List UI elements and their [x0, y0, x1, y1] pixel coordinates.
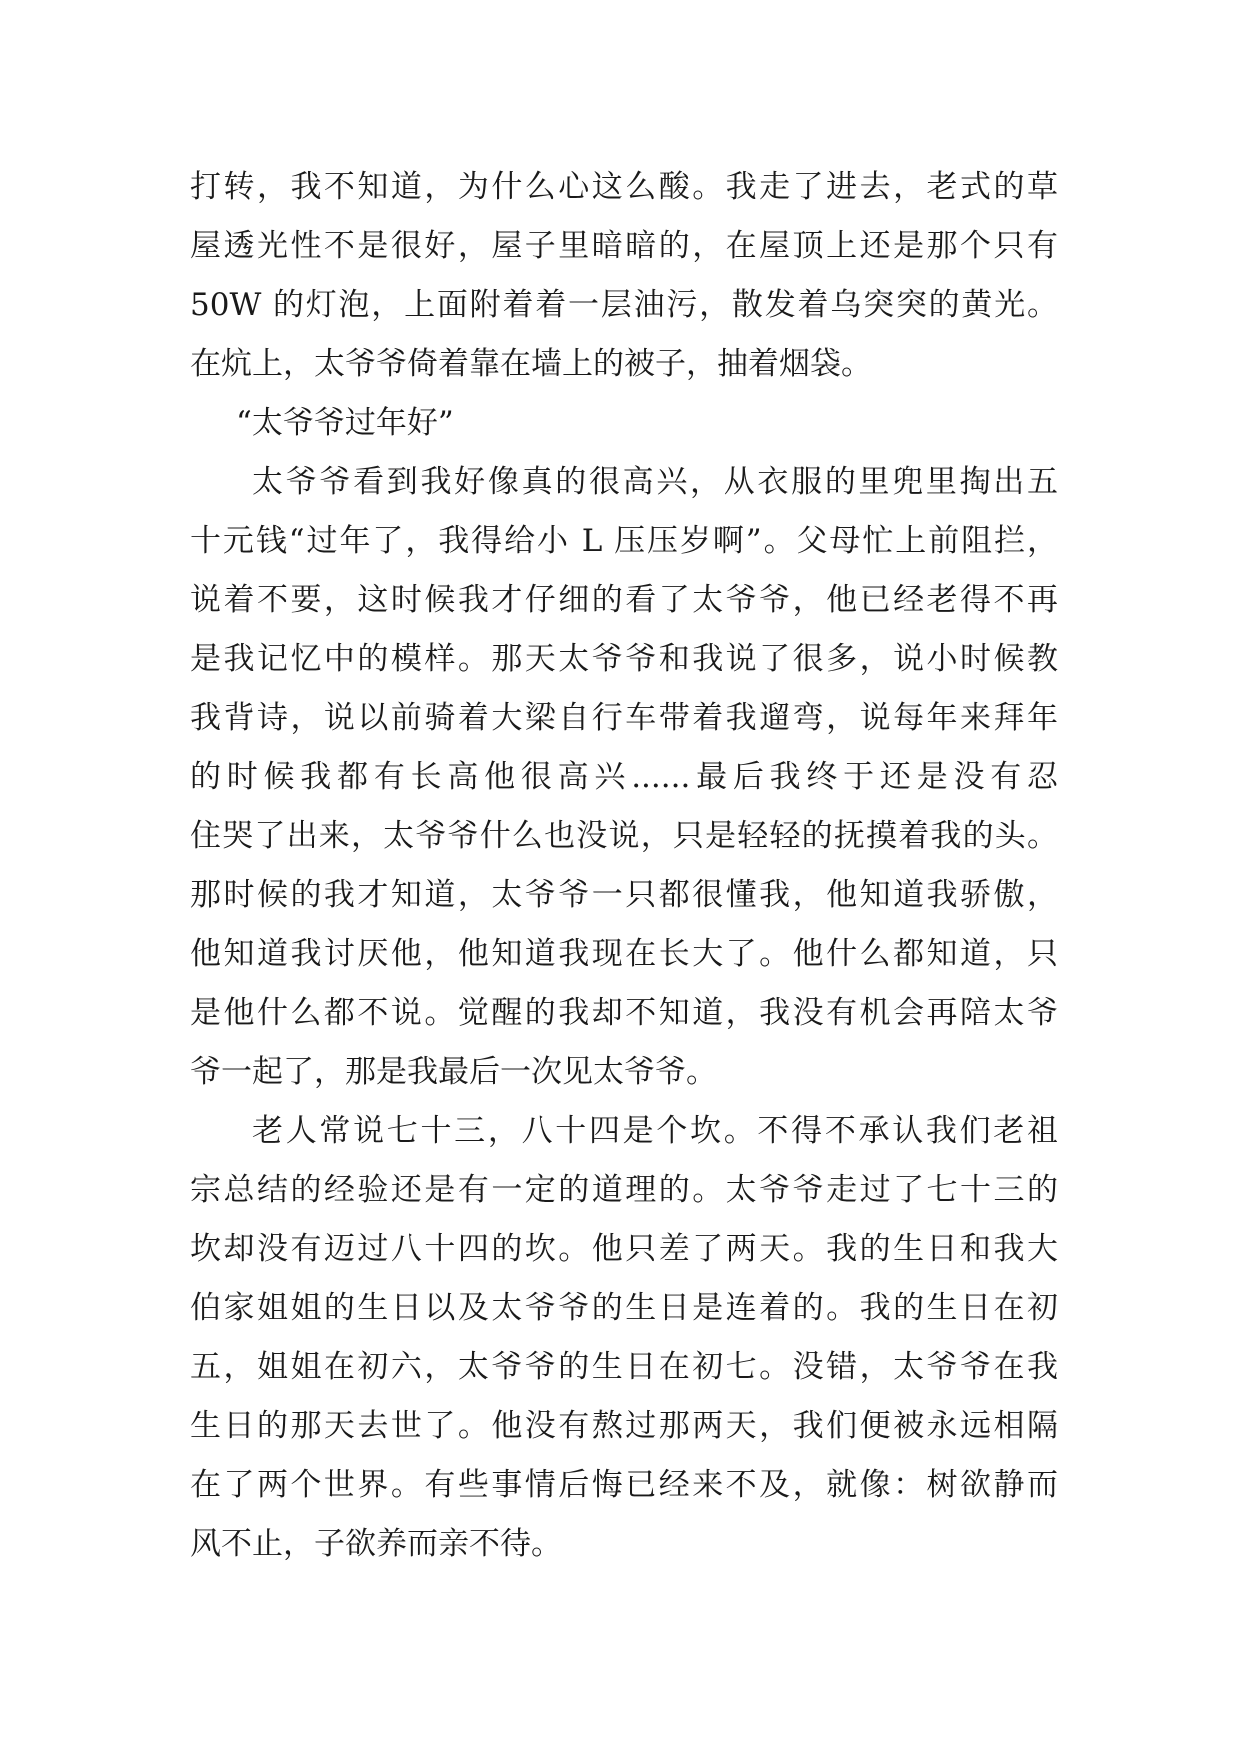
text-line: 住哭了出来，太爷爷什么也没说，只是轻轻的抚摸着我的头。 — [190, 818, 1058, 854]
text-line: 是他什么都不说。觉醒的我却不知道，我没有机会再陪太爷 — [190, 995, 1058, 1031]
paragraph-1 — [190, 158, 1058, 394]
text-line: 在炕上，太爷爷倚着靠在墙上的被子，抽着烟袋。 — [190, 346, 872, 382]
text-line: 爷一起了，那是我最后一次见太爷爷。 — [190, 1054, 717, 1090]
text-line: 的时候我都有长高他很高兴......最后我终于还是没有忍 — [190, 759, 1058, 795]
paragraph-2 — [190, 394, 1058, 453]
text-line: 我背诗，说以前骑着大梁自行车带着我遛弯，说每年来拜年 — [190, 700, 1058, 736]
text-line: 说着不要，这时候我才仔细的看了太爷爷，他已经老得不再 — [190, 582, 1058, 618]
text-line: 伯家姐姐的生日以及太爷爷的生日是连着的。我的生日在初 — [190, 1290, 1058, 1326]
text-line: 宗总结的经验还是有一定的道理的。太爷爷走过了七十三的 — [190, 1172, 1058, 1208]
text-line: 老人常说七十三，八十四是个坎。不得不承认我们老祖 — [252, 1113, 1058, 1149]
text-line: 屋透光性不是很好，屋子里暗暗的，在屋顶上还是那个只有 — [190, 228, 1058, 264]
text-line: 风不止，子欲养而亲不待。 — [190, 1526, 562, 1562]
text-line: 是我记忆中的模样。那天太爷爷和我说了很多，说小时候教 — [190, 641, 1058, 677]
text-line: 十元钱“过年了，我得给小 L 压压岁啊”。父母忙上前阻拦， — [190, 523, 1058, 559]
text-line: 他知道我讨厌他，他知道我现在长大了。他什么都知道，只 — [190, 936, 1058, 972]
text-line: 那时候的我才知道，太爷爷一只都很懂我，他知道我骄傲， — [190, 877, 1058, 913]
text-line: 坎却没有迈过八十四的坎。他只差了两天。我的生日和我大 — [190, 1231, 1058, 1267]
quote-line: “太爷爷过年好” — [236, 405, 454, 441]
text-line: 生日的那天去世了。他没有熬过那两天，我们便被永远相隔 — [190, 1408, 1058, 1444]
document-body — [190, 158, 1058, 1574]
text-line: 在了两个世界。有些事情后悔已经来不及，就像：树欲静而 — [190, 1467, 1058, 1503]
text-line: 50W 的灯泡，上面附着着一层油污，散发着乌突突的黄光。 — [190, 287, 1058, 323]
paragraph-4 — [190, 1102, 1058, 1574]
text-line: 五，姐姐在初六，太爷爷的生日在初七。没错，太爷爷在我 — [190, 1349, 1058, 1385]
text-line: 太爷爷看到我好像真的很高兴，从衣服的里兜里掏出五 — [252, 464, 1058, 500]
paragraph-3 — [190, 453, 1058, 1102]
text-line: 打转，我不知道，为什么心这么酸。我走了进去，老式的草 — [190, 169, 1058, 205]
